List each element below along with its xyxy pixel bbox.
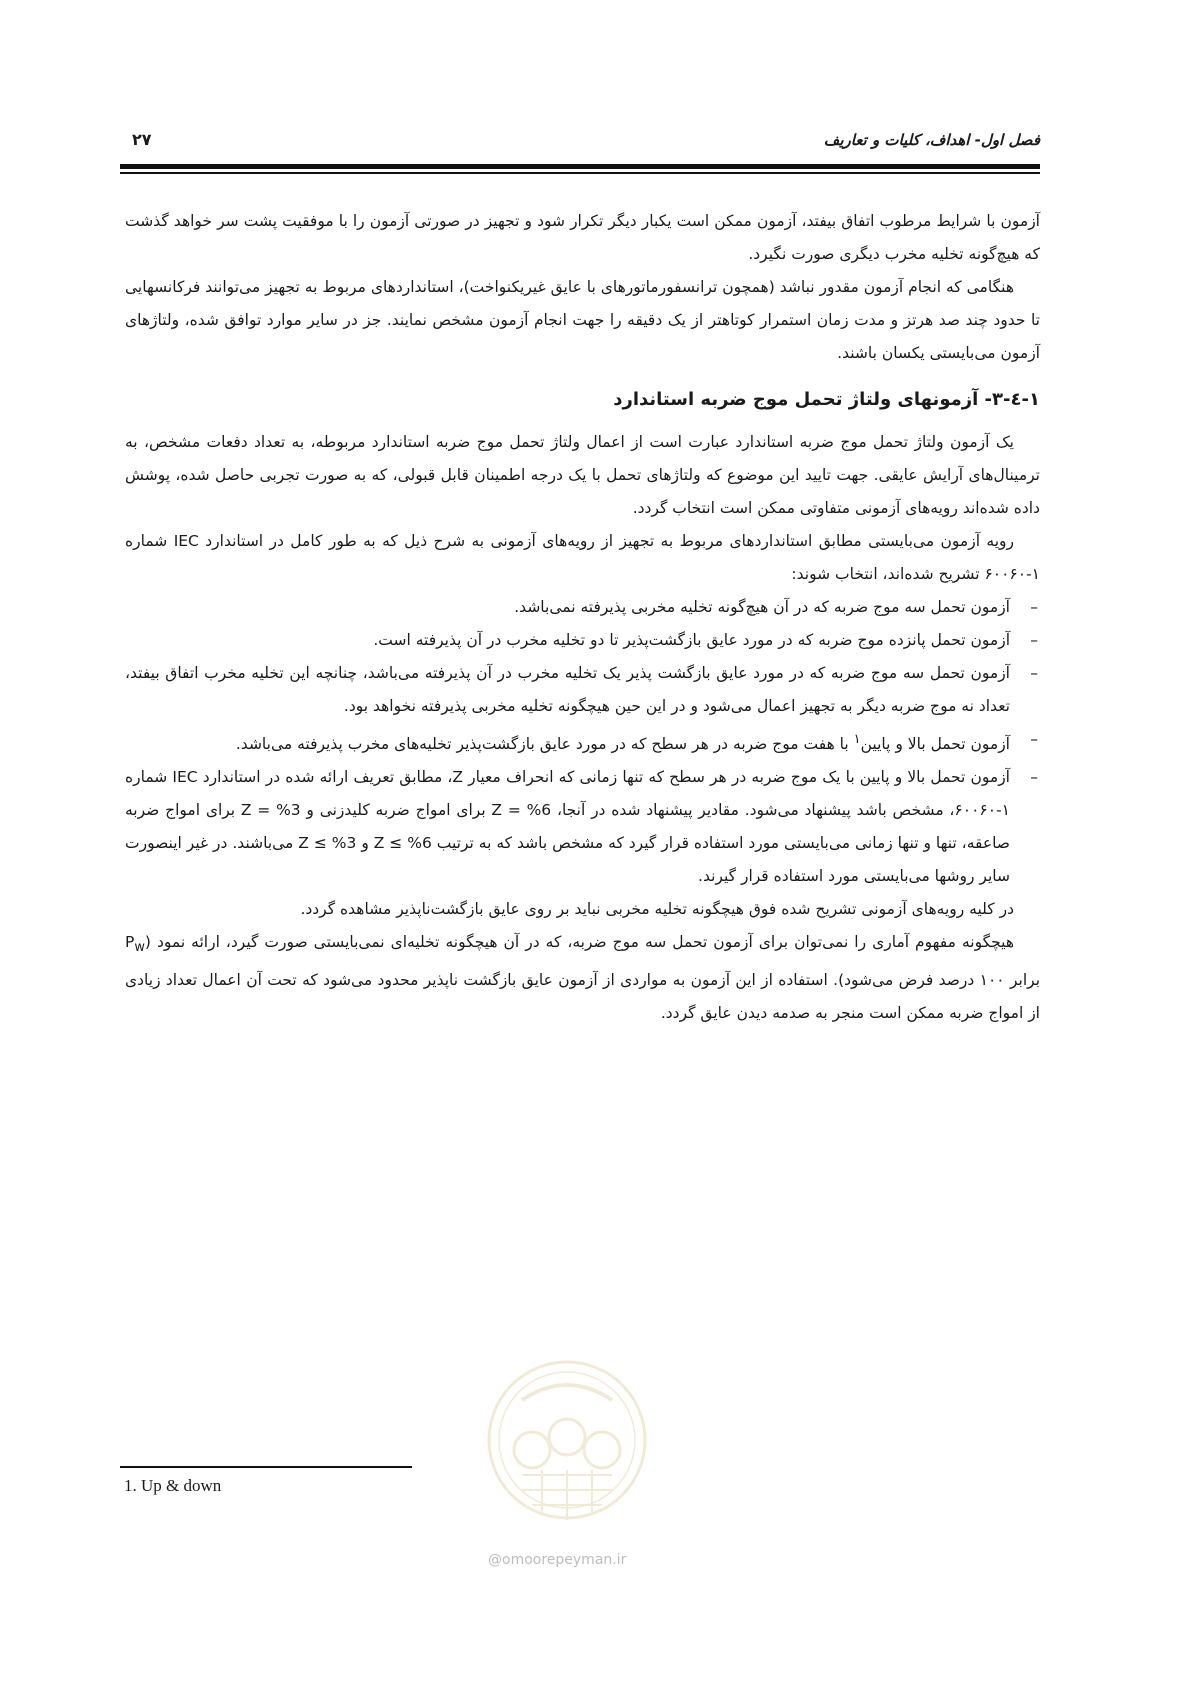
footnote: 1. Up & down [124, 1476, 222, 1495]
list-item [125, 723, 1010, 761]
equation: Z = %3 [240, 801, 301, 820]
equation: Z ≤ %3 [298, 834, 357, 853]
paragraph-text: برابر ۱۰۰ درصد فرض می‌شود). استفاده از این آزمون به مواردی از آزمون عایق بازگشت ناپذیر محدود می‌شود که تحت آن اعمال تعداد زیادی از امواج ضربه ممکن است منجر به صدمه دیدن عایق گردد. [125, 971, 1041, 1023]
list-item-text: برای امواج ضربه کلیدزنی و [300, 801, 492, 820]
body-text [125, 205, 1040, 1030]
paragraph: آزمون با شرایط مرطوب اتفاق بیفتد، آزمون ممکن است یکبار دیگر تکرار شود و تجهیز در صورتی آزمون را با موفقیت پشت سر خواهد گذشت که هیچ‌گونه تخلیه مخرب دیگری صورت نگیرد. [125, 212, 1040, 263]
section-heading: ۱-٤-۳- آزمونهای ولتاژ تحمل موج ضربه استاندارد [613, 389, 1040, 410]
paragraph [125, 926, 1040, 1030]
symbol [125, 933, 145, 956]
watermark-url: @omoorepeyman.ir [488, 1552, 627, 1568]
symbol-subscript: w [134, 940, 145, 956]
paragraph: یک آزمون ولتاژ تحمل موج ضربه استاندارد عبارت است از اعمال ولتاژ تحمل موج ضربه استاندارد مربوطه، به تعداد دفعات مشخص، به ترمینال‌های آرایش عایقی. جهت تایید این موضوع که ولتاژهای تحمل با یک درجه اطمینان قابل قبولی، که به صورت تجربی حاصل شده، پوشش داده شده‌اند رویه‌های آزمونی متفاوتی ممکن است انتخاب گردد. [125, 433, 1040, 517]
list-item-text: آزمون تحمل بالا و پایین [860, 735, 1010, 754]
header-rule-thin [120, 172, 1040, 174]
equation: Z = %6 [491, 801, 552, 820]
chapter-title: فصل اول- اهداف، کلیات و تعاریف [823, 131, 1040, 149]
paragraph-text: هیچگونه مفهوم آماری را نمی‌توان برای آزمون تحمل سه موج ضربه، که در آن هیچگونه تخلیه‌ای نمی‌بایستی صورت گیرد، ارائه نمود ( [144, 933, 1014, 952]
list-item-text: و [356, 834, 374, 853]
list-item-text: آزمون تحمل بالا و پایین با یک موج ضربه در هر سطح که تنها زمانی که انحراف معیار Z، مطابق تعریف ارائه شده در استاندارد IEC شماره ۱-۶۰۰۶۰، مشخص باشد پیشنهاد می‌شود. مقادیر پیشنهاد شده در آنجا، [125, 768, 1010, 820]
footnote-rule [120, 1466, 412, 1468]
list-item-text: می‌باشند. در غیر اینصورت سایر روشها می‌بایستی مورد استفاده قرار گیرند. [125, 834, 1010, 886]
equation: Z ≤ %6 [373, 834, 432, 853]
test-procedure-list [125, 591, 1040, 893]
paragraph: رویه آزمون می‌بایستی مطابق استانداردهای مربوط به تجهیز از رویه‌های آزمونی به شرح ذیل که به طور کامل در استاندارد IEC شماره ۱-۶۰۰۶۰ تشریح شده‌اند، انتخاب شوند: [125, 532, 1040, 583]
paragraph: در کلیه رویه‌های آزمونی تشریح شده فوق هیچگونه تخلیه مخربی نباید بر روی عایق بازگشت‌ناپذیر مشاهده گردد. [300, 900, 1014, 919]
symbol-letter: P [125, 933, 135, 952]
footnote-reference: ۱ [853, 732, 861, 747]
paragraph: هنگامی که انجام آزمون مقدور نباشد (همچون ترانسفورماتورهای با عایق غیریکنواخت)، استانداردهای مربوط به تجهیز می‌توانند فرکانسهایی تا حدود چند صد هرتز و مدت زمان استمرار کوتاهتر از یک دقیقه را جهت انجام آزمون مشخص نمایند. جز در سایر موارد توافق شده، ولتاژهای آزمون می‌بایستی یکسان باشند. [125, 278, 1040, 362]
list-item: – آزمون تحمل سه موج ضربه که در مورد عایق بازگشت پذیر یک تخلیه مخرب در آن پذیرفته می‌باشد، چنانچه این تخلیه مخرب اتفاق بیفتد، تعداد نه موج ضربه دیگر به تجهیز اعمال می‌شود و در این حین هیچگونه تخلیه مخربی پذیرفته نخواهد بود. [125, 657, 1010, 723]
list-item [125, 761, 1010, 893]
header-rule-thick [120, 164, 1040, 169]
page-header [120, 127, 1040, 161]
list-item-text: با هفت موج ضربه در هر سطح که در مورد عایق بازگشت‌پذیر تخلیه‌های مخرب پذیرفته می‌باشد. [235, 735, 854, 754]
list-item: – آزمون تحمل سه موج ضربه که در آن هیچ‌گونه تخلیه مخربی پذیرفته نمی‌باشد. [125, 591, 1010, 624]
list-item: – آزمون تحمل پانزده موج ضربه که در مورد عایق بازگشت‌پذیر تا دو تخلیه مخرب در آن پذیرفته است. [125, 624, 1010, 657]
page-number: ۲۷ [132, 130, 152, 149]
watermark-logo [482, 1355, 652, 1545]
list-item-text: برای امواج ضربه صاعقه، تنها و تنها زمانی می‌بایستی مورد استفاده قرار گیرد که مشخص باشد که به ترتیب [125, 801, 1010, 853]
